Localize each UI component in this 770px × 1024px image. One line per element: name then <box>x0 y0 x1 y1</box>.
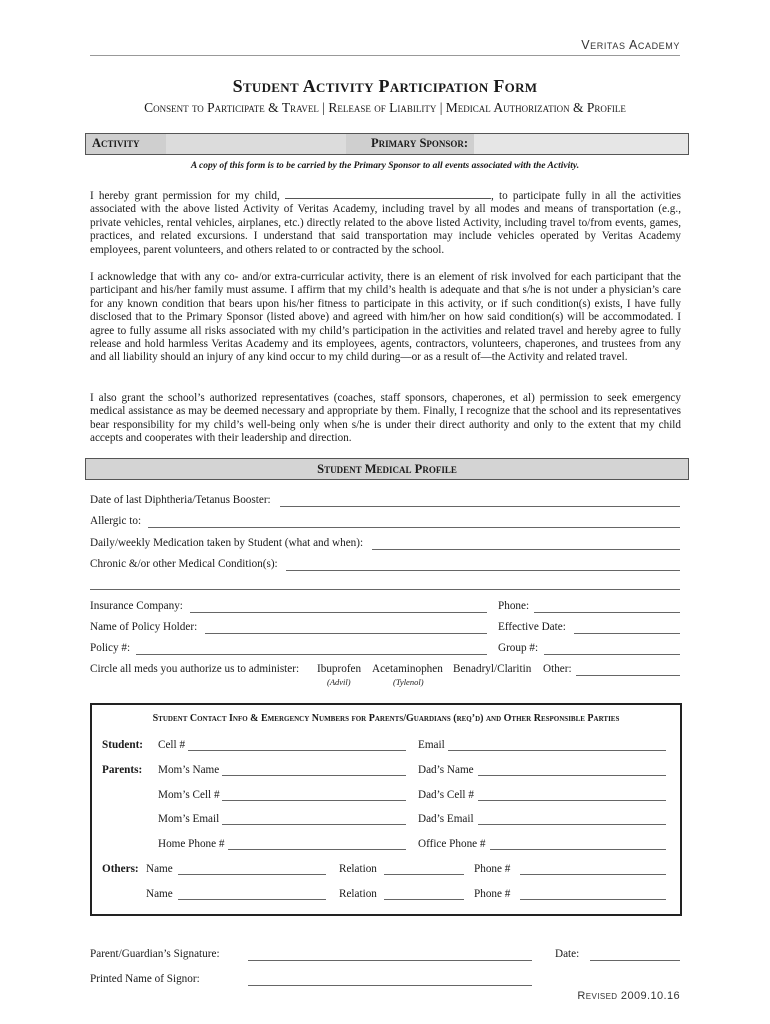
permission-paragraph: I hereby grant permission for my child, , to participate fully in all the activities associated with the above listed Activity of Veritas Academy, including travel by all modes and means of transportation (e.g., private vehicles, rental vehicles, airplanes, etc.) directly related to the above listed Activity, including travel to/from events, games, practices, and related excursions. I understand that said transportation may include vehicles operated by Veritas Academy employees, parent volunteers, and others related to or contracted by the school. <box>90 190 682 256</box>
insurance-phone-label: Phone: <box>498 600 530 612</box>
medication-label: Daily/weekly Medication taken by Student (what and when): <box>90 537 364 549</box>
dads-email-field[interactable] <box>478 824 666 825</box>
dads-name-field[interactable] <box>478 775 666 776</box>
activity-label: Activity <box>92 136 140 150</box>
other1-relation-field[interactable] <box>384 874 464 875</box>
other2-name-label: Name <box>146 888 173 900</box>
header-rule <box>90 55 680 56</box>
booster-field[interactable] <box>280 506 680 507</box>
group-label: Group #: <box>498 642 539 654</box>
page-title: Student Activity Participation Form <box>232 76 538 96</box>
effective-field[interactable] <box>574 633 680 634</box>
conditions-field[interactable] <box>286 570 680 571</box>
moms-email-field[interactable] <box>222 824 406 825</box>
revision-date: Revised 2009.10.16 <box>577 990 680 1002</box>
copy-note: A copy of this form is to be carried by the Primary Sponsor to all events associated with the Activity. <box>190 161 580 171</box>
org-name: Veritas Academy <box>581 38 680 52</box>
other1-relation-label: Relation <box>339 863 377 875</box>
allergic-field[interactable] <box>148 527 680 528</box>
printed-name-label: Printed Name of Signor: <box>90 973 200 985</box>
conditions-field-2[interactable] <box>90 589 680 590</box>
signature-label: Parent/Guardian’s Signature: <box>90 948 220 960</box>
allergic-label: Allergic to: <box>90 515 142 527</box>
student-cell-label: Cell # <box>158 739 186 751</box>
sponsor-label: Primary Sponsor: <box>371 136 469 150</box>
medication-field[interactable] <box>372 549 680 550</box>
other-meds-field[interactable] <box>576 675 680 676</box>
office-phone-label: Office Phone # <box>418 838 486 850</box>
home-phone-label: Home Phone # <box>158 838 225 850</box>
activity-field[interactable] <box>166 134 346 154</box>
tylenol-note: (Tylenol) <box>393 677 424 687</box>
child-name-field[interactable] <box>285 197 491 199</box>
booster-label: Date of last Diphtheria/Tetanus Booster: <box>90 494 271 506</box>
student-email-label: Email <box>418 739 445 751</box>
student-cell-field[interactable] <box>188 750 406 751</box>
insurance-phone-field[interactable] <box>534 612 680 613</box>
other1-name-field[interactable] <box>178 874 326 875</box>
policy-field[interactable] <box>136 654 487 655</box>
contact-box <box>90 703 682 916</box>
moms-email-label: Mom’s Email <box>158 813 220 825</box>
medical-heading: Student Medical Profile <box>317 462 457 476</box>
holder-field[interactable] <box>205 633 487 634</box>
med-ibuprofen[interactable]: Ibuprofen <box>317 663 362 675</box>
signature-field[interactable] <box>248 960 532 961</box>
other2-phone-field[interactable] <box>520 899 666 900</box>
page-subtitle: Consent to Participate & Travel | Release of Liability | Medical Authorization & Profile <box>144 100 626 115</box>
effective-label: Effective Date: <box>498 621 566 633</box>
parents-label: Parents: <box>102 764 143 776</box>
medical-heading-bar <box>85 458 689 480</box>
moms-name-field[interactable] <box>222 775 406 776</box>
holder-label: Name of Policy Holder: <box>90 621 198 633</box>
other1-phone-field[interactable] <box>520 874 666 875</box>
medical-assistance-paragraph: I also grant the school’s authorized representatives (coaches, staff sponsors, chaperones, et al) permission to seek emergency medical assistance as may be deemed necessary and appropriate by them. Finally, I recognize that the school and its representatives bear responsibility for my child’s well-being only when s/he is under their direct authority and only to the extent that my child accepts and cooperates with their leadership and direction. <box>90 392 681 445</box>
student-email-field[interactable] <box>448 750 666 751</box>
printed-name-field[interactable] <box>248 985 532 986</box>
dads-cell-field[interactable] <box>478 800 666 801</box>
conditions-label: Chronic &/or other Medical Condition(s): <box>90 558 278 570</box>
other2-relation-label: Relation <box>339 888 377 900</box>
moms-cell-field[interactable] <box>222 800 406 801</box>
office-phone-field[interactable] <box>490 849 666 850</box>
home-phone-field[interactable] <box>228 849 406 850</box>
other2-name-field[interactable] <box>178 899 326 900</box>
other2-phone-label: Phone # <box>474 888 511 900</box>
med-acetaminophen[interactable]: Acetaminophen <box>372 663 443 675</box>
policy-label: Policy #: <box>90 642 131 654</box>
moms-cell-label: Mom’s Cell # <box>158 789 220 801</box>
other-meds-label: Other: <box>543 663 572 675</box>
group-field[interactable] <box>544 654 680 655</box>
activity-bar <box>85 133 689 155</box>
other1-phone-label: Phone # <box>474 863 511 875</box>
advil-note: (Advil) <box>327 677 351 687</box>
date-field[interactable] <box>590 960 680 961</box>
insurance-field[interactable] <box>190 612 487 613</box>
dads-name-label: Dad’s Name <box>418 764 474 776</box>
sponsor-field[interactable] <box>474 134 688 154</box>
dads-email-label: Dad’s Email <box>418 813 474 825</box>
others-label: Others: <box>102 863 139 875</box>
other1-name-label: Name <box>146 863 173 875</box>
student-label: Student: <box>102 739 144 751</box>
other2-relation-field[interactable] <box>384 899 464 900</box>
insurance-label: Insurance Company: <box>90 600 183 612</box>
circle-meds-label: Circle all meds you authorize us to administer: <box>90 663 300 675</box>
contact-heading: Student Contact Info & Emergency Numbers for Parents/Guardians (req’d) and Other Responsible Parties <box>152 713 620 724</box>
med-benadryl[interactable]: Benadryl/Claritin <box>453 663 532 675</box>
moms-name-label: Mom’s Name <box>158 764 220 776</box>
risk-paragraph: I acknowledge that with any co- and/or extra-curricular activity, there is an element of risk involved for each participant that the participant and his/her family must assume. I affirm that my child’s health is adequate and that s/he is not under a physician’s care for any known condition that bears upon his/her fitness to participate in this activity, or if such condition(s) exists, I have fully disclosed that to the Primary Sponsor (listed above) and agreed with him/her on how said condition(s) will be accommodated. I agree to fully assume all risks associated with my child’s participation in the activities and related travel and hereby agree to fully release and hold harmless Veritas Academy and its employees, agents, contractors, volunteers, chaperones, and trustees from any and all liability should an injury of any kind occur to my child during—or as a result of—the Activity and related travel. <box>90 271 681 364</box>
date-label: Date: <box>555 948 580 960</box>
dads-cell-label: Dad’s Cell # <box>418 789 474 801</box>
